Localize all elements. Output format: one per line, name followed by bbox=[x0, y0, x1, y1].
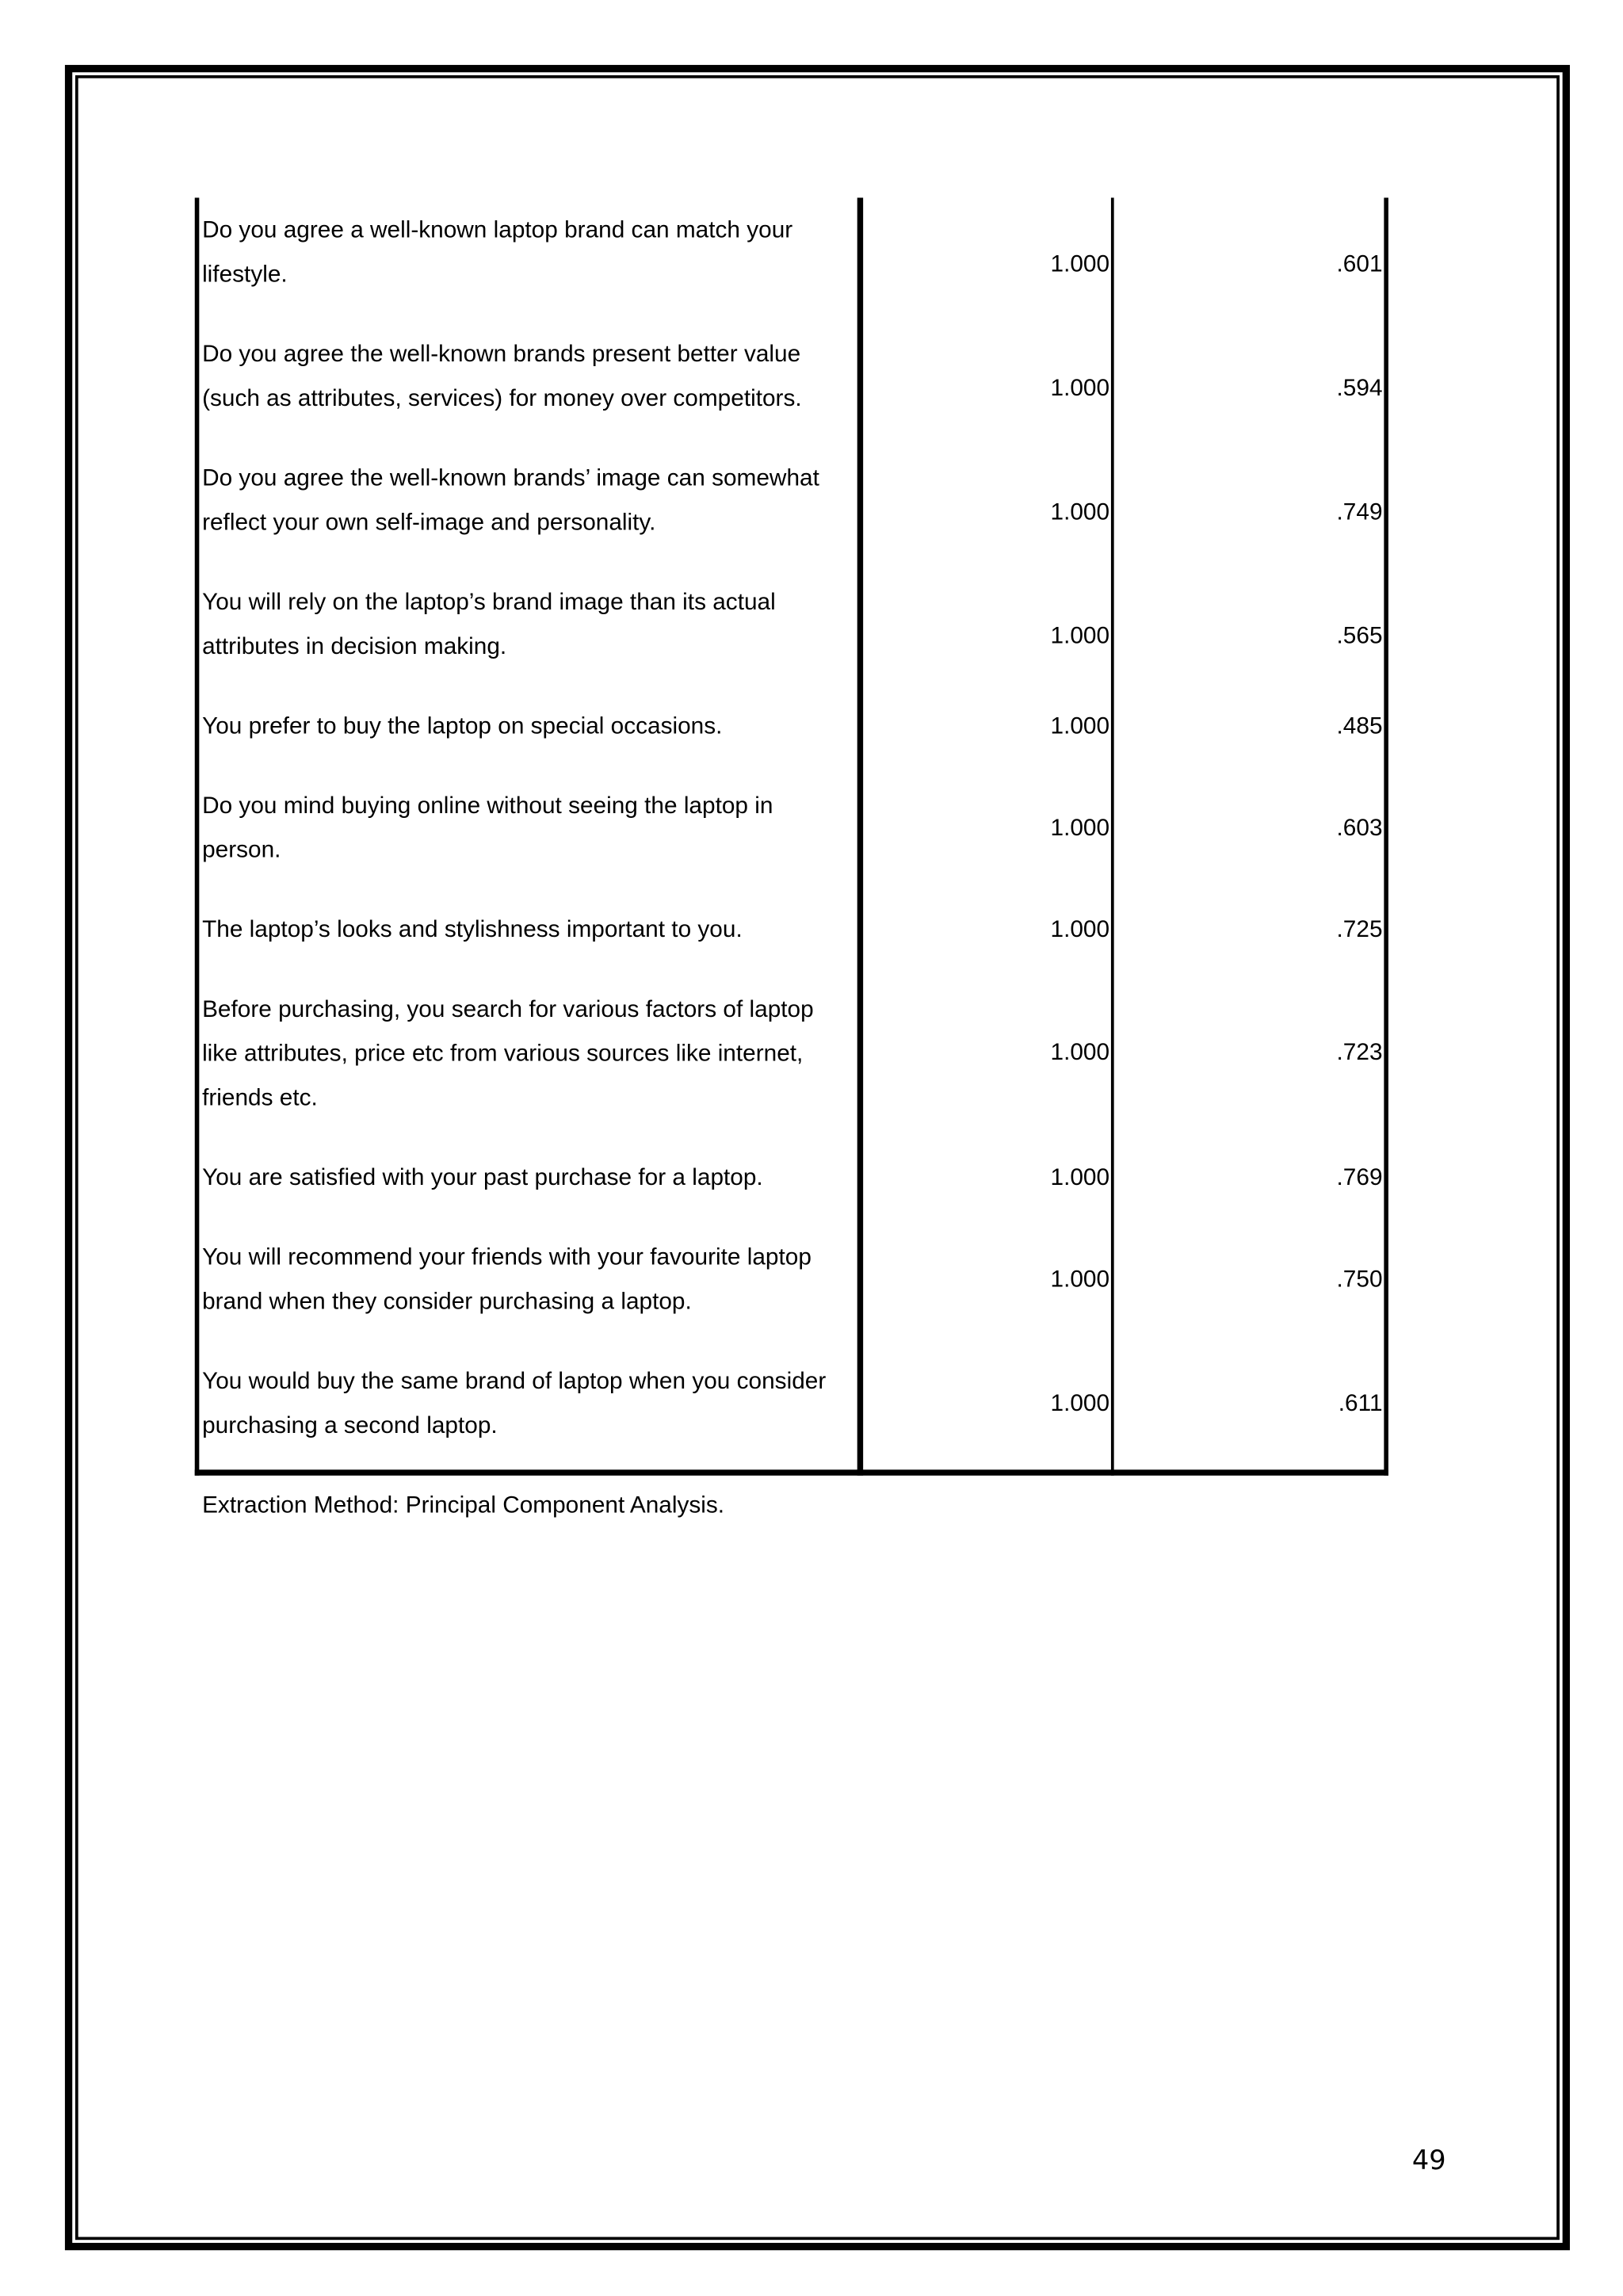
communalities-table bbox=[195, 197, 1390, 1475]
extraction-value-cell: .749 bbox=[1336, 500, 1383, 525]
table-footnote: Extraction Method: Principal Component Analysis. bbox=[202, 1493, 725, 1519]
extraction-value-cell: .594 bbox=[1336, 376, 1383, 402]
question-cell: Before purchasing, you search for various factors of laptop like attributes, price etc from various sources like internet, friends etc. bbox=[202, 997, 814, 1111]
extraction-value-cell: .601 bbox=[1336, 252, 1383, 278]
question-cell: The laptop’s looks and stylishness important to you. bbox=[202, 918, 743, 943]
initial-value-cell: 1.000 bbox=[1050, 1165, 1110, 1191]
extraction-value-cell: .611 bbox=[1338, 1391, 1383, 1417]
question-cell: Do you agree the well-known brands present better value (such as attributes, services) for money over competitors. bbox=[202, 342, 802, 412]
question-cell: You are satisfied with your past purchase for a laptop. bbox=[202, 1165, 763, 1191]
table-left-border bbox=[195, 197, 200, 1475]
initial-value-cell: 1.000 bbox=[1050, 1391, 1110, 1417]
extraction-value-cell: .485 bbox=[1336, 714, 1383, 739]
table-bottom-border bbox=[195, 1469, 1388, 1475]
question-cell: Do you agree the well-known brands’ image can somewhat reflect your own self-image and personality. bbox=[202, 466, 819, 536]
question-cell: Do you agree a well-known laptop brand can match your lifestyle. bbox=[202, 218, 793, 288]
question-cell: Do you mind buying online without seeing the laptop in person. bbox=[202, 793, 773, 864]
page-number: 49 bbox=[1411, 2145, 1446, 2177]
initial-value-cell: 1.000 bbox=[1050, 500, 1110, 525]
initial-value-cell: 1.000 bbox=[1050, 714, 1110, 739]
table-column-divider bbox=[1111, 197, 1114, 1475]
initial-value-cell: 1.000 bbox=[1050, 918, 1110, 943]
initial-value-cell: 1.000 bbox=[1050, 376, 1110, 402]
question-cell: You will rely on the laptop’s brand image than its actual attributes in decision making. bbox=[202, 590, 776, 660]
table-right-border bbox=[1384, 197, 1388, 1475]
extraction-value-cell: .725 bbox=[1336, 918, 1383, 943]
question-cell: You will recommend your friends with your favourite laptop brand when they consider purchasing a laptop. bbox=[202, 1245, 812, 1315]
question-cell: You prefer to buy the laptop on special occasions. bbox=[202, 714, 723, 739]
initial-value-cell: 1.000 bbox=[1050, 1267, 1110, 1293]
extraction-value-cell: .750 bbox=[1336, 1267, 1383, 1293]
extraction-value-cell: .603 bbox=[1336, 816, 1383, 842]
extraction-value-cell: .723 bbox=[1336, 1040, 1383, 1066]
initial-value-cell: 1.000 bbox=[1050, 816, 1110, 842]
extraction-value-cell: .565 bbox=[1336, 624, 1383, 650]
extraction-value-cell: .769 bbox=[1336, 1165, 1383, 1191]
table-column-divider bbox=[857, 197, 863, 1475]
initial-value-cell: 1.000 bbox=[1050, 252, 1110, 278]
initial-value-cell: 1.000 bbox=[1050, 624, 1110, 650]
initial-value-cell: 1.000 bbox=[1050, 1040, 1110, 1066]
question-cell: You would buy the same brand of laptop when you consider purchasing a second laptop. bbox=[202, 1369, 827, 1439]
